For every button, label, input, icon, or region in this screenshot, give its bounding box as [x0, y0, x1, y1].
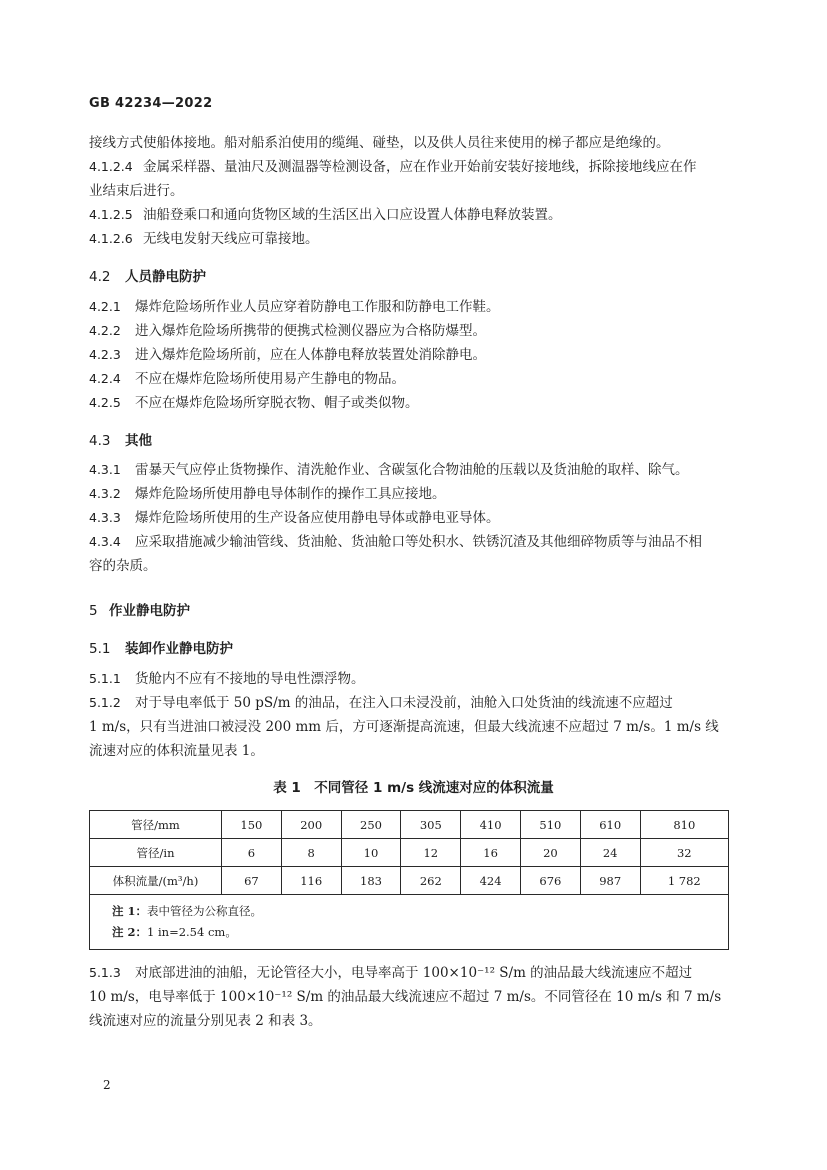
clause-text: 爆炸危险场所作业人员应穿着防静电工作服和防静电工作鞋。: [135, 299, 500, 315]
clause-text: 油船登乘口和通向货物区域的生活区出入口应设置人体静电释放装置。: [143, 207, 562, 223]
table-cell: 116: [281, 867, 341, 895]
table-cell: 12: [401, 839, 461, 867]
clause-4-2-3: [89, 346, 486, 364]
table-caption: 表 1 不同管径 1 m/s 线流速对应的体积流量: [273, 780, 554, 796]
clause-4-3-4: [89, 533, 702, 551]
clause-text-continued: 线流速对应的流量分别见表 2 和表 3。: [89, 1013, 322, 1029]
clause-4-3-1: [89, 461, 689, 479]
clause-text-continued: 容的杂质。: [89, 558, 157, 574]
clause-number: 4.2.3: [89, 347, 121, 362]
clause-number: 4.2.2: [89, 323, 121, 338]
flow-rate-table: [89, 810, 729, 950]
clause-text: 雷暴天气应停止货物操作、清洗舱作业、含碳氢化合物油舱的压载以及货油舱的取样、除气。: [135, 462, 689, 478]
table-notes-row: [90, 895, 729, 950]
section-heading-5: [89, 599, 190, 619]
table-cell: 305: [401, 811, 461, 839]
clause-text: 不应在爆炸危险场所使用易产生静电的物品。: [135, 371, 405, 387]
clause-5-1-1: [89, 670, 365, 688]
clause-text: 金属采样器、量油尺及测温器等检测设备，应在作业开始前安装好接地线，拆除接地线应在作: [143, 159, 697, 175]
table-cell: 262: [401, 867, 461, 895]
clause-text: 无线电发射天线应可靠接地。: [143, 231, 319, 247]
table-note: [112, 901, 722, 922]
clause-4-1-2-5: [89, 206, 562, 224]
row-header: 体积流量/(m³/h): [90, 867, 222, 895]
clause-number: 4.3.3: [89, 510, 121, 525]
row-header: 管径/in: [90, 839, 222, 867]
section-title: 人员静电防护: [125, 269, 206, 285]
clause-5-1-3: [89, 964, 692, 982]
clause-5-1-2: [89, 694, 673, 712]
section-title: 其他: [125, 433, 152, 449]
clause-4-2-2: [89, 322, 486, 340]
clause-4-1-2-4: [89, 158, 697, 176]
clause-number: 4.3.4: [89, 534, 121, 549]
page-number: 2: [103, 1078, 111, 1092]
table-cell: 16: [461, 839, 521, 867]
clause-4-2-5: [89, 394, 419, 412]
table-cell: 32: [640, 839, 728, 867]
paragraph-line: 接线方式使船体接地。船对船系泊使用的缆绳、碰垫，以及供人员往来使用的梯子都应是绝缘的。: [89, 135, 670, 151]
clause-text-continued: 10 m/s，电导率低于 100×10⁻¹² S/m 的油品最大线流速应不超过 7 m/s。不同管径在 10 m/s 和 7 m/s: [89, 989, 722, 1005]
table-notes: [90, 895, 729, 950]
table-cell: 6: [222, 839, 282, 867]
clause-number: 5.1.1: [89, 671, 121, 686]
table-cell: 987: [580, 867, 640, 895]
clause-text: 对底部进油的油船，无论管径大小，电导率高于 100×10⁻¹² S/m 的油品最大线流速应不超过: [135, 965, 693, 981]
clause-text: 爆炸危险场所使用静电导体制作的操作工具应接地。: [135, 486, 446, 502]
table-cell: 410: [461, 811, 521, 839]
clause-text: 对于导电率低于 50 pS/m 的油品，在注入口未浸没前，油舱入口处货油的线流速不应超过: [135, 695, 673, 711]
table-cell: 676: [520, 867, 580, 895]
clause-number: 4.3.2: [89, 486, 121, 501]
table-row: [90, 811, 729, 839]
clause-number: 4.1.2.4: [89, 159, 133, 174]
clause-text: 应采取措施减少输油管线、货油舱、货油舱口等处积水、铁锈沉渣及其他细碎物质等与油品不相: [135, 534, 702, 550]
table-cell: 424: [461, 867, 521, 895]
clause-number: 4.1.2.6: [89, 231, 133, 246]
table-cell: 250: [341, 811, 401, 839]
clause-4-3-2: [89, 485, 446, 503]
clause-number: 4.2.4: [89, 371, 121, 386]
table-cell: 1 782: [640, 867, 728, 895]
table-cell: 150: [222, 811, 282, 839]
table-cell: 10: [341, 839, 401, 867]
section-title: 作业静电防护: [109, 603, 190, 619]
table-cell: 183: [341, 867, 401, 895]
table-cell: 610: [580, 811, 640, 839]
table-cell: 8: [281, 839, 341, 867]
clause-text: 货舱内不应有不接地的导电性漂浮物。: [135, 671, 365, 687]
clause-4-2-4: [89, 370, 405, 388]
section-number: 5: [89, 603, 98, 619]
clause-number: 5.1.2: [89, 695, 121, 710]
clause-number: 4.3.1: [89, 462, 121, 477]
table-cell: 510: [520, 811, 580, 839]
note-text: 1 in=2.54 cm。: [147, 925, 237, 939]
clause-text-continued: 1 m/s，只有当进油口被浸没 200 mm 后，方可逐渐提高流速，但最大线流速不应超过 7 m/s。1 m/s 线: [89, 719, 719, 735]
table-cell: 20: [520, 839, 580, 867]
table-cell: 810: [640, 811, 728, 839]
clause-number: 5.1.3: [89, 965, 121, 980]
standard-header: GB 42234—2022: [89, 96, 213, 111]
section-number: 5.1: [89, 641, 111, 657]
table-row: [90, 867, 729, 895]
section-heading-4-3: [89, 429, 152, 449]
table-row: [90, 839, 729, 867]
section-title: 装卸作业静电防护: [125, 641, 233, 657]
clause-text-continued: 业结束后进行。: [89, 183, 184, 199]
row-header: 管径/mm: [90, 811, 222, 839]
clause-number: 4.2.5: [89, 395, 121, 410]
clause-4-1-2-6: [89, 230, 319, 248]
table-cell: 67: [222, 867, 282, 895]
clause-text-continued: 流速对应的体积流量见表 1。: [89, 743, 264, 759]
section-heading-4-2: [89, 265, 206, 285]
table-cell: 24: [580, 839, 640, 867]
clause-4-2-1: [89, 298, 500, 316]
section-heading-5-1: [89, 637, 233, 657]
clause-text: 进入爆炸危险场所前，应在人体静电释放装置处消除静电。: [135, 347, 486, 363]
clause-text: 不应在爆炸危险场所穿脱衣物、帽子或类似物。: [135, 395, 419, 411]
table-cell: 200: [281, 811, 341, 839]
clause-number: 4.1.2.5: [89, 207, 133, 222]
clause-4-3-3: [89, 509, 500, 527]
section-number: 4.3: [89, 433, 111, 449]
section-number: 4.2: [89, 269, 111, 285]
note-label: 注 1：: [112, 904, 148, 918]
note-label: 注 2：: [112, 925, 148, 939]
clause-text: 进入爆炸危险场所携带的便携式检测仪器应为合格防爆型。: [135, 323, 486, 339]
clause-number: 4.2.1: [89, 299, 121, 314]
note-text: 表中管径为公称直径。: [147, 904, 263, 918]
table-note: [112, 922, 722, 943]
clause-text: 爆炸危险场所使用的生产设备应使用静电导体或静电亚导体。: [135, 510, 500, 526]
